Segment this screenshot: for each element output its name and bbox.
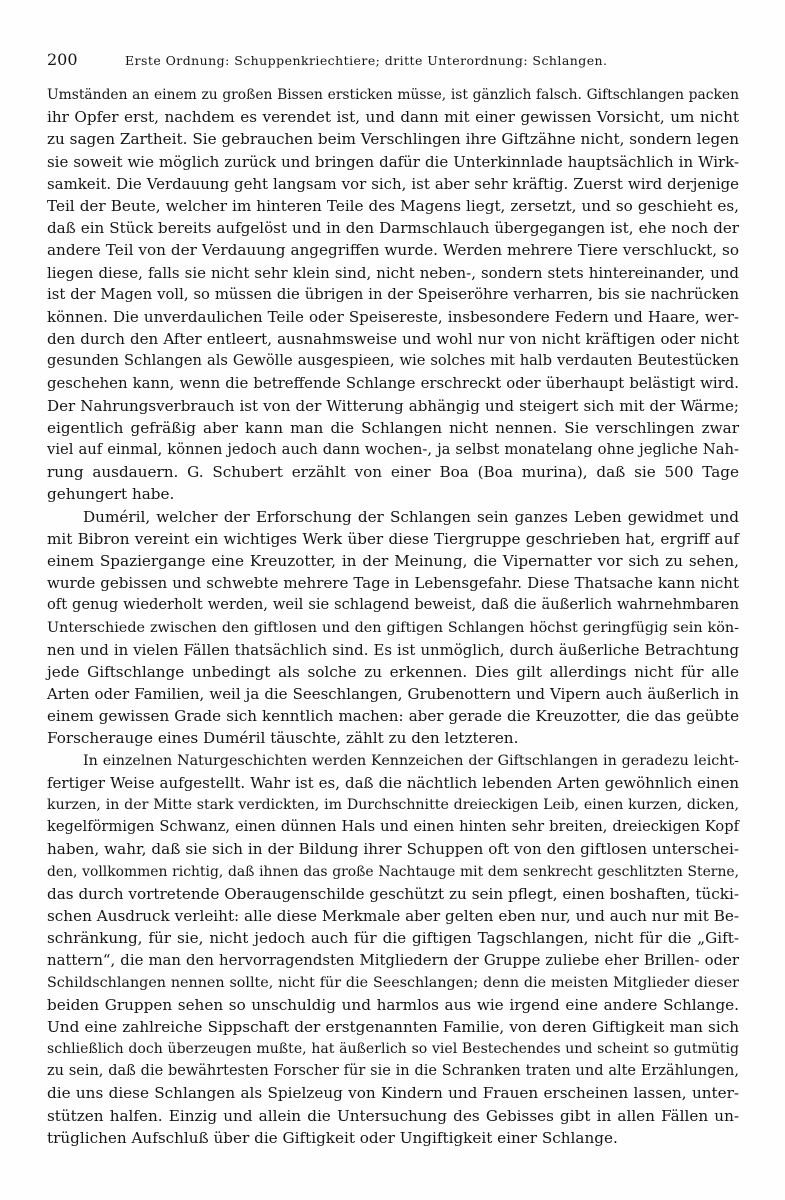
text-line: beiden Gruppen sehen so unschuldig und harmlos aus wie irgend eine andere Schlange. xyxy=(47,995,739,1014)
text-line: sie soweit wie möglich zurück und bringen dafür die Unterkinnlade hauptsächlich in Wirk- xyxy=(47,152,739,171)
text-line: nen und in vielen Fällen thatsächlich sind. Es ist unmöglich, durch äußerliche Betrachtung xyxy=(47,640,739,659)
paragraph xyxy=(47,84,739,506)
text-line: rung ausdauern. G. Schubert erzählt von einer Boa (Boa murina), daß sie 500 Tage xyxy=(47,463,739,482)
text-line: zu sagen Zartheit. Sie gebrauchen beim Verschlingen ihre Giftzähne nicht, sondern legen xyxy=(47,130,739,149)
paragraph xyxy=(47,506,739,750)
text-line: oft genug wiederholt werden, weil sie schlagend beweist, daß die äußerlich wahrnehmbaren xyxy=(47,596,739,614)
text-line: eigentlich gefräßig aber kann man die Schlangen nicht nennen. Sie verschlingen zwar xyxy=(47,418,739,437)
text-line: schränkung, für sie, nicht jedoch auch für die giftigen Tagschlangen, nicht für die „Gift- xyxy=(47,929,739,948)
text-line: In einzelnen Naturgeschichten werden Kennzeichen der Giftschlangen in geradezu leicht- xyxy=(83,752,739,769)
text-line: Forscherauge eines Duméril täuschte, zählt zu den letzteren. xyxy=(47,729,519,748)
paragraph xyxy=(47,750,739,1149)
text-line: Teil der Beute, welcher im hinteren Teile des Magens liegt, zersetzt, und so geschieht es, xyxy=(47,196,739,215)
text-line: daß ein Stück bereits aufgelöst und in den Darmschlauch übergegangen ist, ehe noch der xyxy=(47,219,739,238)
text-line: schließlich doch überzeugen mußte, hat äußerlich so viel Bestechendes und scheint so gutmütig xyxy=(47,1041,739,1058)
text-line: fertiger Weise aufgestellt. Wahr ist es, daß die nächtlich lebenden Arten gewöhnlich einen xyxy=(47,773,739,792)
text-line: ist der Magen voll, so müssen die übrigen in der Speiseröhre verharren, bis sie nachrücken xyxy=(47,285,739,303)
text-line: Der Nahrungsverbrauch ist von der Witterung abhängig und steigert sich mit der Wärme; xyxy=(47,396,739,415)
text-line: andere Teil von der Verdauung angegriffen wurde. Werden mehrere Tiere verschluckt, so xyxy=(47,241,739,260)
text-line: das durch vortretende Oberaugenschilde geschützt zu sein pflegt, einen boshaften, tücki- xyxy=(47,884,739,903)
text-line: zu sein, daß die bewährtesten Forscher für sie in die Schranken traten und alte Erzählungen, xyxy=(47,1063,739,1080)
text-line: schen Ausdruck verleiht: alle diese Merkmale aber gelten eben nur, und auch nur mit Be- xyxy=(47,906,739,925)
text-line: liegen diese, falls sie nicht sehr klein sind, nicht neben-, sondern stets hintereinander, und xyxy=(47,263,739,282)
text-line: gesunden Schlangen als Gewölle ausgespieen, wie solches mit halb verdauten Beutestücken xyxy=(47,352,739,370)
text-line: können. Die unverdaulichen Teile oder Speisereste, insbesondere Federn und Haare, wer- xyxy=(47,307,739,326)
running-head: Erste Ordnung: Schuppenkriechtiere; dritte Unterordnung: Schlangen. xyxy=(125,53,608,68)
text-line: trüglichen Aufschluß über die Giftigkeit oder Ungiftigkeit einer Schlange. xyxy=(47,1128,618,1147)
text-line: ihr Opfer erst, nachdem es verendet ist, und dann mit einer gewissen Vorsicht, um nicht xyxy=(47,108,739,127)
text-line: gehungert habe. xyxy=(47,485,175,504)
text-line: Umständen an einem zu großen Bissen ersticken müsse, ist gänzlich falsch. Giftschlangen packen xyxy=(47,87,739,103)
text-line: Duméril, welcher der Erforschung der Schlangen sein ganzes Leben gewidmet und xyxy=(83,507,739,526)
page-number: 200 xyxy=(47,50,78,69)
text-line: den durch den After entleert, ausnahmsweise und wohl nur von nicht kräftigen oder nicht xyxy=(47,330,739,349)
text-line: stützen halfen. Einzig und allein die Untersuchung des Gebisses gibt in allen Fällen un- xyxy=(47,1106,739,1125)
text-line: die uns diese Schlangen als Spielzeug von Kindern und Frauen erscheinen lassen, unter- xyxy=(47,1084,739,1103)
text-line: Schildschlangen nennen sollte, nicht für die Seeschlangen; denn die meisten Mitglieder dieser xyxy=(47,974,739,991)
text-line: mit Bibron vereint ein wichtiges Werk über diese Tiergruppe geschrieben hat, ergriff auf xyxy=(47,529,739,548)
text-line: einem gewissen Grade sich kenntlich machen: aber gerade die Kreuzotter, die das geübte xyxy=(47,707,739,726)
text-line: Arten oder Familien, weil ja die Seeschlangen, Grubenottern und Vipern auch äußerlich in xyxy=(47,685,739,704)
text-line: wurde gebissen und schwebte mehrere Tage in Lebensgefahr. Diese Thatsache kann nicht xyxy=(47,574,739,593)
text-line: Unterschiede zwischen den giftlosen und den giftigen Schlangen höchst geringfügig sein kön- xyxy=(47,619,739,636)
text-line: nattern“, die man den hervorragendsten Mitgliedern der Gruppe zuliebe eher Brillen- oder xyxy=(47,951,739,970)
text-line: jede Giftschlange unbedingt als solche zu erkennen. Dies gilt allerdings nicht für alle xyxy=(47,662,739,681)
text-line: den, vollkommen richtig, daß ihnen das große Nachtauge mit dem senkrecht geschlitzten Sterne, xyxy=(47,863,739,880)
body-text xyxy=(47,84,739,1149)
text-line: haben, wahr, daß sie sich in der Bildung ihrer Schuppen oft von den giftlosen unterschei- xyxy=(47,840,739,859)
text-line: kegelförmigen Schwanz, einen dünnen Hals und einen hinten sehr breiten, dreieckigen Kopf xyxy=(47,818,739,836)
text-line: einem Spaziergange eine Kreuzotter, in der Meinung, die Vipernatter vor sich zu sehen, xyxy=(47,551,739,570)
text-line: Und eine zahlreiche Sippschaft der erstgenannten Familie, von deren Giftigkeit man sich xyxy=(47,1017,739,1036)
text-line: geschehen kann, wenn die betreffende Schlange erschreckt oder überhaupt belästigt wird. xyxy=(47,374,739,393)
text-line: viel auf einmal, können jedoch auch dann wochen-, ja selbst monatelang ohne jegliche Nah- xyxy=(47,441,739,458)
book-page xyxy=(47,50,739,1149)
text-line: kurzen, in der Mitte stark verdickten, im Durchschnitte dreieckigen Leib, einen kurzen, dicken, xyxy=(47,797,739,813)
page-header xyxy=(47,50,739,72)
text-line: samkeit. Die Verdauung geht langsam vor sich, ist aber sehr kräftig. Zuerst wird derjenige xyxy=(47,174,739,193)
